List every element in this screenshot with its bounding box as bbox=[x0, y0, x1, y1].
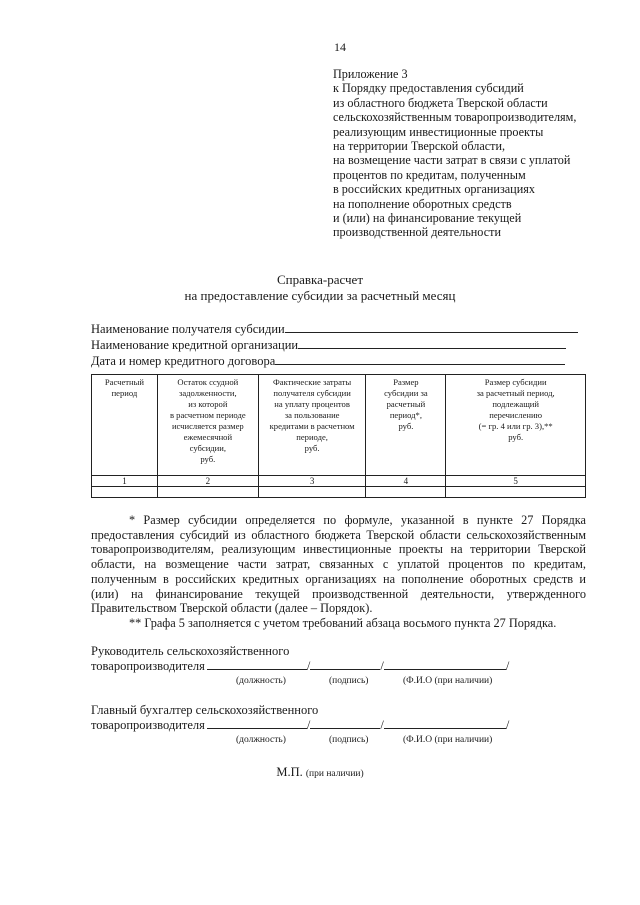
title-line-1: Справка-расчет bbox=[276, 272, 364, 287]
head-signature-block bbox=[91, 644, 509, 674]
appendix-line: на территории Тверской области, bbox=[333, 139, 506, 154]
table-header-row bbox=[92, 375, 586, 476]
stamp-note: (при наличии) bbox=[305, 769, 364, 779]
accountant-signature-block bbox=[91, 703, 509, 733]
field-recipient-line[interactable] bbox=[285, 321, 578, 333]
page-number: 14 bbox=[334, 40, 346, 54]
table-cell: 1 bbox=[92, 476, 158, 487]
table-header-cell: Остаток ссудной задолженности, из которой в расчетном периоде исчисляется размер ежемесячной субсидии, руб. bbox=[157, 375, 258, 476]
appendix-line: из областного бюджета Тверской области bbox=[333, 95, 548, 110]
accountant-position-line[interactable] bbox=[207, 718, 307, 729]
appendix-line: на возмещение части затрат в связи с уплатой bbox=[333, 153, 571, 168]
appendix-header bbox=[333, 67, 623, 240]
head-position-line[interactable] bbox=[207, 659, 307, 670]
accountant-title-line-2: товаропроизводителя / / / bbox=[91, 718, 510, 732]
appendix-line: Приложение 3 bbox=[333, 67, 408, 81]
stamp-place bbox=[0, 765, 640, 780]
appendix-line: на пополнение оборотных средств bbox=[333, 196, 512, 211]
table-cell[interactable] bbox=[446, 487, 586, 498]
table-cell[interactable] bbox=[366, 487, 446, 498]
footnote-1: * Размер субсидии определяется по формуле, указанной в пункте 27 Порядка предоставления субсидий из областного бюджета Тверской области сельскохозяйственным товаропроизводителям, реализующим инвестиционные проекты на территории Тверской области, на возмещение части затрат, связанных с уплатой процентов по кредитам, полученным в российских кредитных организациях на пополнение оборотных средств и (или) на финансирование текущей производственной деятельности, утвержденного Правительством Тверской области (далее – Порядок). bbox=[91, 513, 586, 616]
head-name-line[interactable] bbox=[384, 659, 506, 670]
field-contract bbox=[91, 353, 565, 369]
head-signature-line[interactable] bbox=[310, 659, 380, 670]
appendix-line: сельскохозяйственным товаропроизводителям, bbox=[333, 110, 577, 125]
table-number-row bbox=[92, 476, 586, 487]
accountant-title-line-1: Главный бухгалтер сельскохозяйственного bbox=[91, 703, 319, 717]
appendix-line: и (или) на финансирование текущей bbox=[333, 211, 522, 226]
footnotes bbox=[91, 513, 586, 631]
accountant-caption-signature: (подпись) bbox=[329, 735, 369, 745]
table-header-cell: Фактические затраты получателя субсидии на уплату процентов за пользование кредитами в расчетном периоде, руб. bbox=[258, 375, 366, 476]
appendix-line: в российских кредитных организациях bbox=[333, 182, 535, 197]
table-cell[interactable] bbox=[258, 487, 366, 498]
table-cell: 2 bbox=[157, 476, 258, 487]
table-header-cell: Размер субсидии за расчетный период*, руб. bbox=[366, 375, 446, 476]
table-cell[interactable] bbox=[157, 487, 258, 498]
accountant-name-line[interactable] bbox=[384, 718, 506, 729]
field-credit-org-line[interactable] bbox=[298, 337, 566, 349]
field-credit-org-label: Наименование кредитной организации bbox=[91, 338, 299, 352]
head-caption-position: (должность) bbox=[236, 676, 286, 686]
table-cell: 5 bbox=[446, 476, 586, 487]
appendix-line: процентов по кредитам, полученным bbox=[333, 167, 526, 182]
field-recipient bbox=[91, 321, 578, 337]
field-credit-org bbox=[91, 337, 566, 353]
accountant-caption-position: (должность) bbox=[236, 735, 286, 745]
head-caption-name: (Ф.И.О (при наличии) bbox=[403, 676, 493, 686]
title-line-2: на предоставление субсидии за расчетный месяц bbox=[184, 288, 456, 303]
table-cell: 4 bbox=[366, 476, 446, 487]
table-header-cell: Расчетный период bbox=[92, 375, 158, 476]
accountant-caption-name: (Ф.И.О (при наличии) bbox=[403, 735, 493, 745]
table-cell: 3 bbox=[258, 476, 366, 487]
stamp-label: М.П. bbox=[276, 765, 303, 779]
document-title bbox=[0, 272, 640, 304]
table-row bbox=[92, 487, 586, 498]
field-contract-line[interactable] bbox=[275, 353, 565, 365]
table-header-cell: Размер субсидии за расчетный период, подлежащий перечислению (= гр. 4 или гр. 3),** руб. bbox=[446, 375, 586, 476]
field-contract-label: Дата и номер кредитного договора bbox=[91, 354, 276, 368]
table-cell[interactable] bbox=[92, 487, 158, 498]
calculation-table bbox=[91, 374, 586, 498]
accountant-signature-line[interactable] bbox=[310, 718, 380, 729]
head-title-line-1: Руководитель сельскохозяйственного bbox=[91, 644, 290, 658]
footnote-2: ** Графа 5 заполняется с учетом требований абзаца восьмого пункта 27 Порядка. bbox=[129, 615, 557, 630]
field-recipient-label: Наименование получателя субсидии bbox=[91, 322, 285, 336]
head-title-line-2: товаропроизводителя / / / bbox=[91, 659, 510, 673]
appendix-line: реализующим инвестиционные проекты bbox=[333, 124, 544, 139]
appendix-line: производственной деятельности bbox=[333, 225, 501, 240]
appendix-line: к Порядку предоставления субсидий bbox=[333, 81, 524, 96]
head-caption-signature: (подпись) bbox=[329, 676, 369, 686]
